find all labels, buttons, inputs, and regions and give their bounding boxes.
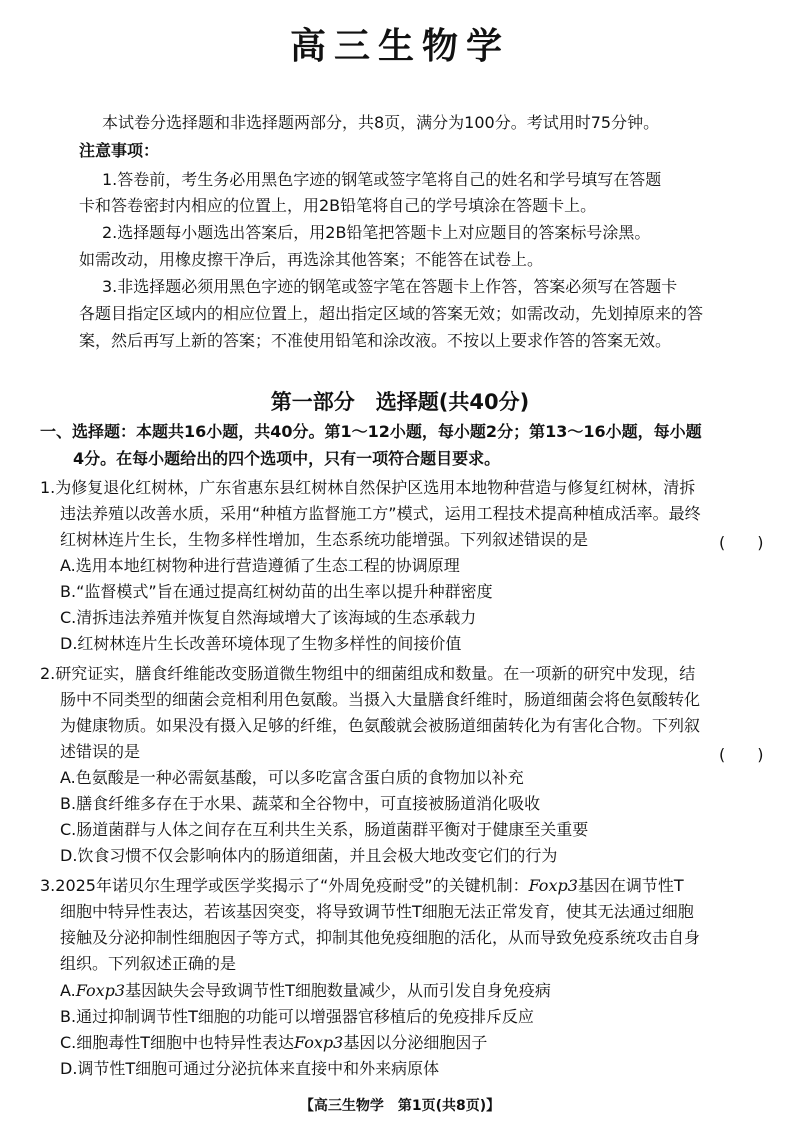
q1-option-d: D.红树林连片生长改善环境体现了生物多样性的间接价值 (60, 634, 462, 653)
q3-option-c-gene: Foxp3 (294, 1033, 344, 1052)
q3-option-c-text-end: 基因以分泌细胞因子 (343, 1033, 488, 1052)
page-footer: 【高三生物学 第1页(共8页)】 (299, 1098, 501, 1114)
q1-option-b: B.“监督模式”旨在通过提高红树幼苗的出生率以提升种群密度 (60, 582, 493, 601)
q1-answer-blank: ( ) (719, 533, 764, 552)
notice-2a: 2.选择题每小题选出答案后，用2B铅笔把答题卡上对应题目的答案标号涂黑。 (102, 223, 651, 242)
q2-option-c: C.肠道菌群与人体之间存在互利共生关系，肠道菌群平衡对于健康至关重要 (60, 820, 589, 839)
section-title: 第一部分 选择题(共40分) (270, 390, 530, 414)
q1-option-a: A.选用本地红树物种进行营造遵循了生态工程的协调原理 (60, 556, 460, 575)
notice-1a: 1.答卷前，考生务必用黑色字迹的钢笔或签字笔将自己的姓名和学号填写在答题 (102, 170, 662, 189)
q2-stem-c: 为健康物质。如果没有摄入足够的纤维，色氨酸就会被肠道细菌转化为有害化合物。下列叙 (60, 716, 701, 735)
notice-heading: 注意事项： (79, 141, 160, 160)
notice-3b: 各题目指定区域内的相应位置上，超出指定区域的答案无效；如需改动，先划掉原来的答 (79, 304, 704, 323)
section-instructions-a: 一、选择题：本题共16小题，共40分。第1～12小题，每小题2分；第13～16小题，每小题 (40, 422, 702, 441)
q2-option-d: D.饮食习惯不仅会影响体内的肠道细菌，并且会极大地改变它们的行为 (60, 846, 558, 865)
q1-stem-c: 红树林连片生长，生物多样性增加，生态系统功能增强。下列叙述错误的是 (60, 530, 589, 549)
section-instructions-b: 4分。在每小题给出的四个选项中，只有一项符合题目要求。 (73, 449, 501, 468)
q3-option-a: A.Foxp3基因缺失会导致调节性T细胞数量减少，从而引发自身免疫病 (60, 981, 551, 1000)
q3-option-a-gene: Foxp3 (75, 981, 126, 1000)
q3-stem-a (40, 876, 684, 896)
q3-option-c (60, 1033, 487, 1053)
q1-option-c: C.清拆违法养殖并恢复自然海域增大了该海域的生态承载力 (60, 608, 477, 627)
q2-stem-a: 2.研究证实，膳食纤维能改变肠道微生物组中的细菌组成和数量。在一项新的研究中发现，结 (40, 664, 696, 683)
q2-stem-d: 述错误的是 (60, 742, 141, 761)
notice-3c: 案，然后再写上新的答案；不准使用铅笔和涂改液。不按以上要求作答的答案无效。 (79, 331, 672, 350)
q3-option-b: B.通过抑制调节性T细胞的功能可以增强器官移植后的免疫排斥反应 (60, 1007, 534, 1026)
q3-stem-b: 细胞中特异性表达，若该基因突变，将导致调节性T细胞无法正常发育，使其无法通过细胞 (60, 902, 694, 921)
q2-option-a: A.色氨酸是一种必需氨基酸，可以多吃富含蛋白质的食物加以补充 (60, 768, 524, 787)
notice-1b: 卡和答卷密封内相应的位置上，用2B铅笔将自己的学号填涂在答题卡上。 (79, 196, 597, 215)
q3-option-d: D.调节性T细胞可通过分泌抗体来直接中和外来病原体 (60, 1059, 440, 1078)
page-title: 高三生物学 (289, 26, 510, 67)
q3-option-c-text: C.细胞毒性T细胞中也特异性表达 (60, 1033, 295, 1052)
q3-stem-a-text: 3.2025年诺贝尔生理学或医学奖揭示了“外周免疫耐受”的关键机制： (40, 876, 529, 895)
notice-2b: 如需改动，用橡皮擦干净后，再选涂其他答案；不能答在试卷上。 (79, 250, 544, 269)
q3-stem-c: 接触及分泌抑制性细胞因子等方式，抑制其他免疫细胞的活化，从而导致免疫系统攻击自身 (60, 928, 701, 947)
q2-stem-b: 肠中不同类型的细菌会竞相利用色氨酸。当摄入大量膳食纤维时，肠道细菌会将色氨酸转化 (60, 690, 701, 709)
q3-option-a-text: 基因缺失会导致调节性T细胞数量减少，从而引发自身免疫病 (125, 981, 551, 1000)
q2-answer-blank: ( ) (719, 745, 764, 764)
q3-stem-d: 组织。下列叙述正确的是 (60, 954, 237, 973)
intro-line: 本试卷分选择题和非选择题两部分，共8页，满分为100分。考试用时75分钟。 (102, 113, 660, 132)
q1-stem-a: 1.为修复退化红树林，广东省惠东县红树林自然保护区选用本地物种营造与修复红树林，清拆 (40, 478, 696, 497)
notice-3a: 3.非选择题必须用黑色字迹的钢笔或签字笔在答题卡上作答，答案必须写在答题卡 (102, 277, 678, 296)
q3-gene-name: Foxp3 (528, 876, 578, 895)
q2-option-b: B.膳食纤维多存在于水果、蔬菜和全谷物中，可直接被肠道消化吸收 (60, 794, 541, 813)
q1-stem-b: 违法养殖以改善水质，采用“种植方监督施工方”模式，运用工程技术提高种植成活率。最终 (60, 504, 701, 523)
q3-stem-a-text-end: 基因在调节性T (577, 876, 684, 895)
